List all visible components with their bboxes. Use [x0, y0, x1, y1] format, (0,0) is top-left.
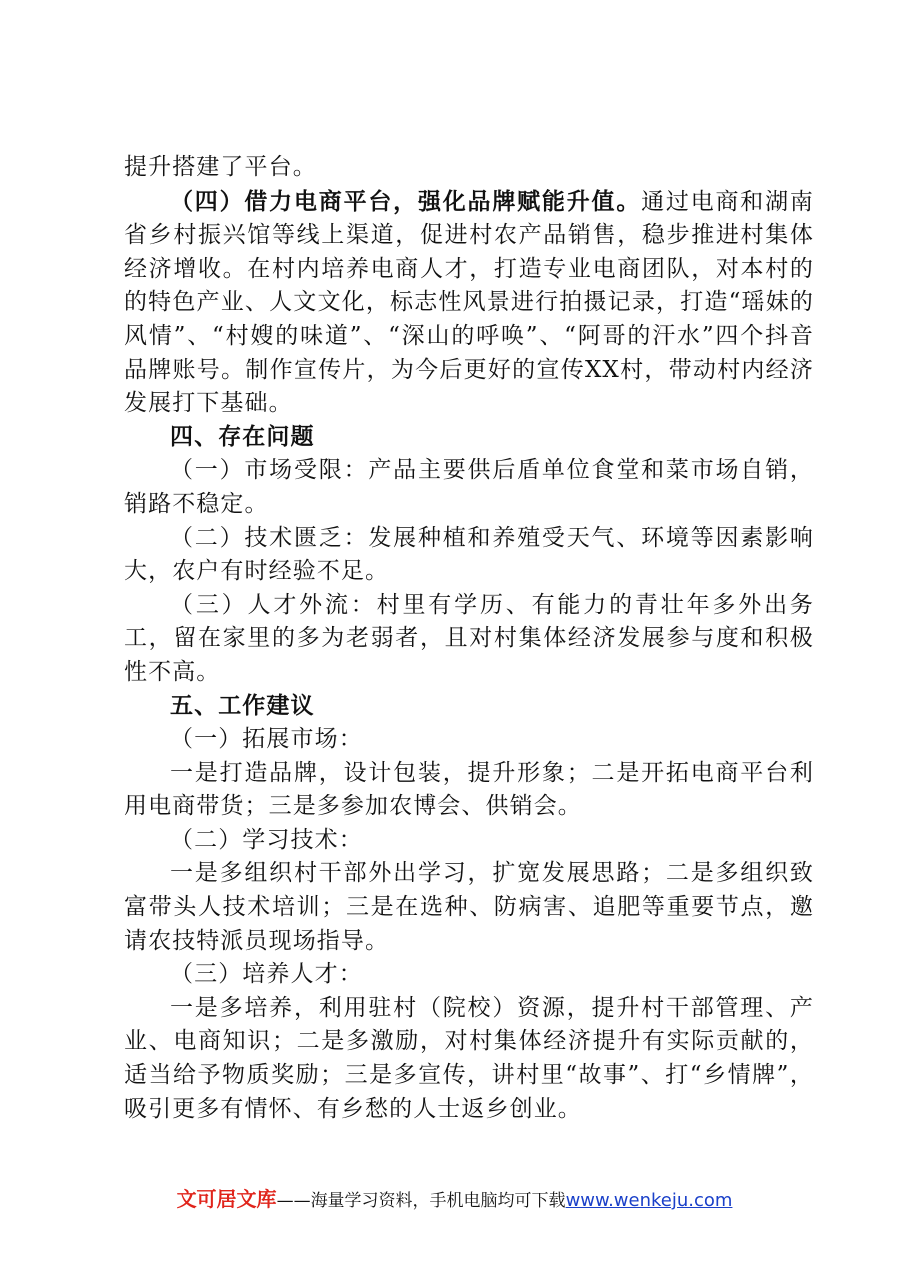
paragraph-market-limited: （一）市场受限：产品主要供后盾单位食堂和菜市场自销，销路不稳定。 [124, 457, 814, 517]
subheading-cultivate-talent: （三）培养人才： [170, 961, 363, 988]
paragraph-cultivate-talent: 一是多培养，利用驻村（院校）资源，提升村干部管理、产业、电商知识；二是多激励，对村集体经济提升有实际贡献的，适当给予物质奖励；三是多宣传，讲村里“故事”、打“乡情牌”，吸引更多有情怀、有乡愁的人士返乡创业。 [124, 994, 814, 1122]
paragraph-continuation: 提升搭建了平台。 [124, 154, 317, 180]
subheading-learn-tech: （二）学习技术： [170, 826, 363, 853]
footer-dash: —— [276, 1191, 311, 1211]
paragraph-ecommerce-body: 通过电商和湖南省乡村振兴馆等线上渠道，促进村农产品销售，稳步推进村集体经济增收。在村内培养电商人才，打造专业电商团队，对本村的的特色产业、人文文化，标志性风景进行拍摄记录，打造“瑶妹的风情”、“村嫂的味道”、“深山的呼唤”、“阿哥的汗水”四个抖音品牌账号。制作宣传片，为今后更好的宣传XX村，带动村内经济发展打下基础。 [124, 188, 814, 417]
paragraph-expand-market: 一是打造品牌，设计包装，提升形象；二是开拓电商平台利用电商带货；三是多参加农博会、供销会。 [124, 759, 814, 820]
paragraph-tech-lacking: （二）技术匮乏：发展种植和养殖受天气、环境等因素影响大，农户有时经验不足。 [124, 524, 814, 585]
paragraph-talent-outflow: （三）人才外流：村里有学历、有能力的青壮年多外出务工，留在家里的多为老弱者，且对村集体经济发展参与度和积极性不高。 [124, 591, 814, 685]
subheading-expand-market: （一）拓展市场： [170, 726, 363, 753]
footer-banner [0, 1183, 909, 1212]
paragraph-ecommerce [124, 185, 814, 421]
paragraph-ecommerce-lead: （四）借力电商平台，强化品牌赋能升值。 [170, 187, 642, 215]
footer-brand: 文可居文库 [176, 1187, 277, 1211]
paragraph-learn-tech: 一是多组织村干部外出学习，扩宽发展思路；二是多组织致富带头人技术培训；三是在选种、防病害、追肥等重要节点，邀请农技特派员现场指导。 [124, 860, 814, 954]
document-body [124, 151, 814, 1126]
section-heading-suggestions: 五、工作建议 [170, 692, 315, 719]
section-heading-problems: 四、存在问题 [170, 423, 315, 450]
footer-link[interactable]: www.wenkeju.com [565, 1190, 733, 1211]
footer-slogan: 海量学习资料，手机电脑均可下载 [310, 1191, 566, 1211]
